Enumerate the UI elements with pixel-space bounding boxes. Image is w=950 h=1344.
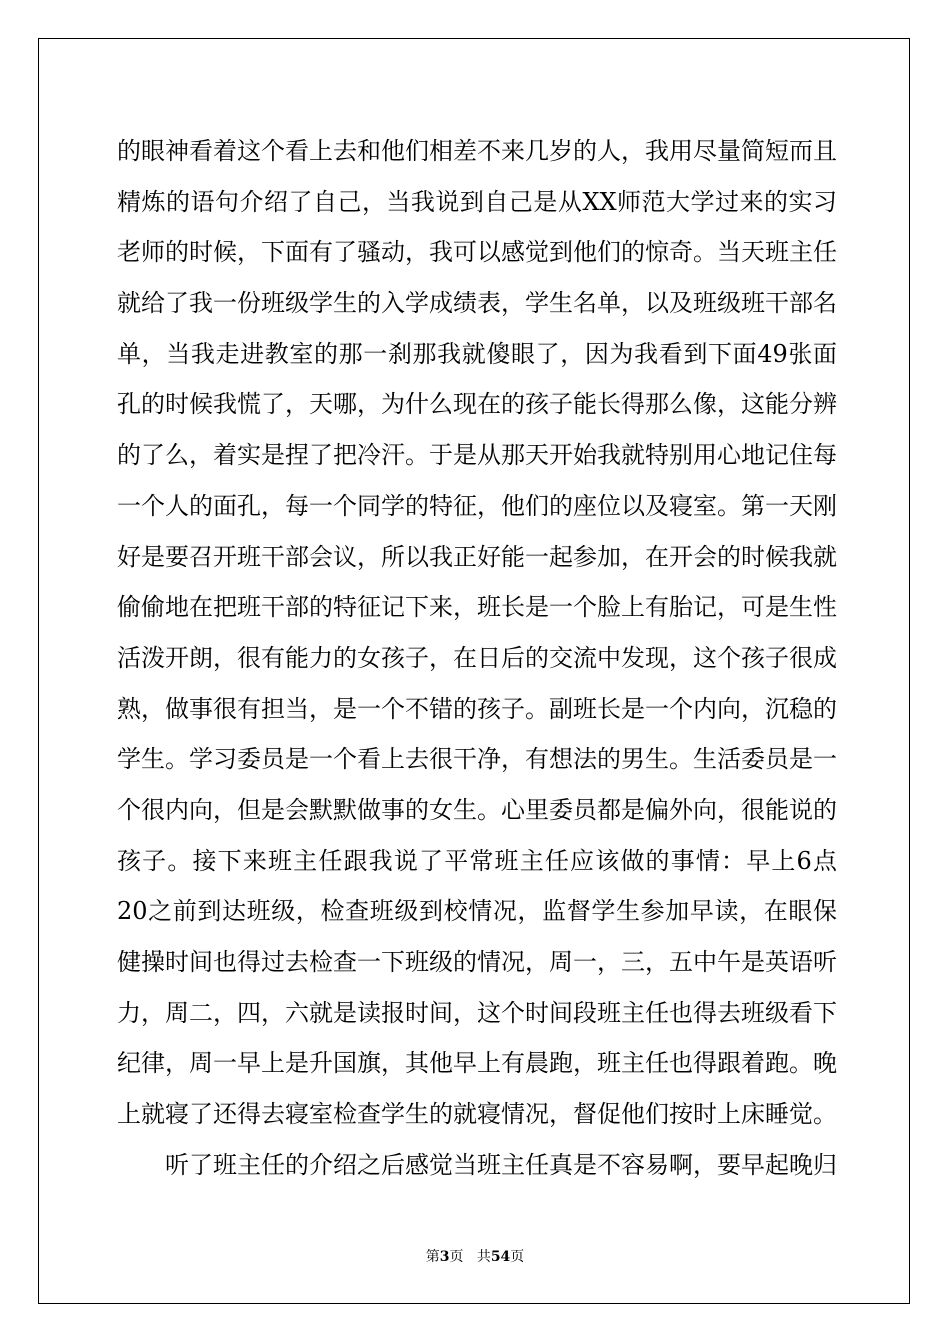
total-unit: 页 <box>510 1249 525 1265</box>
text-line: 一个人的面孔，每一个同学的特征，他们的座位以及寝室。第一天刚 <box>117 491 837 520</box>
total-pages: 54 <box>490 1249 511 1265</box>
page-footer <box>0 1247 950 1267</box>
text-line: 单，当我走进教室的那一刹那我就傻眼了，因为我看到下面49张面 <box>117 339 837 368</box>
text-line: 老师的时候，下面有了骚动，我可以感觉到他们的惊奇。当天班主任 <box>117 238 837 267</box>
text-line: 纪律，周一早上是升国旗，其他早上有晨跑，班主任也得跟着跑。晚 <box>117 1049 837 1078</box>
text-line: 孩子。接下来班主任跟我说了平常班主任应该做的事情：早上6点 <box>117 846 837 875</box>
text-line: 偷偷地在把班干部的特征记下来，班长是一个脸上有胎记，可是生性 <box>117 593 837 622</box>
page-unit: 页 <box>449 1249 464 1265</box>
text-line: 健操时间也得过去检查一下班级的情况，周一，三，五中午是英语听 <box>117 948 837 976</box>
total-prefix: 共 <box>476 1249 491 1265</box>
text-line: 20之前到达班级，检查班级到校情况，监督学生参加早读，在眼保 <box>117 897 837 926</box>
document-body <box>117 126 837 1190</box>
text-line: 好是要召开班干部会议，所以我正好能一起参加，在开会的时候我就 <box>117 542 837 571</box>
page-number: 3 <box>439 1249 450 1265</box>
text-line: 的了么，着实是捏了把冷汗。于是从那天开始我就特别用心地记住每 <box>117 441 837 470</box>
text-line: 学生。学习委员是一个看上去很干净，有想法的男生。生活委员是一 <box>117 745 837 774</box>
text-line: 精炼的语句介绍了自己，当我说到自己是从XX师范大学过来的实习 <box>117 187 837 216</box>
text-line: 的眼神看着这个看上去和他们相差不来几岁的人，我用尽量简短而且 <box>117 137 837 165</box>
page-prefix: 第 <box>425 1249 440 1265</box>
paragraph-first-line: 听了班主任的介绍之后感觉当班主任真是不容易啊，要早起晚归 <box>165 1150 837 1179</box>
text-line: 孔的时候我慌了，天哪，为什么现在的孩子能长得那么像，这能分辨 <box>117 390 837 419</box>
text-line: 就给了我一份班级学生的入学成绩表，学生名单，以及班级班干部名 <box>117 289 837 318</box>
text-line: 活泼开朗，很有能力的女孩子，在日后的交流中发现，这个孩子很成 <box>117 643 837 672</box>
text-line: 熟，做事很有担当，是一个不错的孩子。副班长是一个内向，沉稳的 <box>117 694 837 723</box>
text-line: 上就寝了还得去寝室检查学生的就寝情况，督促他们按时上床睡觉。 <box>117 1100 837 1129</box>
text-line: 力，周二，四，六就是读报时间，这个时间段班主任也得去班级看下 <box>117 998 837 1027</box>
text-line: 个很内向，但是会默默做事的女生。心里委员都是偏外向，很能说的 <box>117 795 837 824</box>
